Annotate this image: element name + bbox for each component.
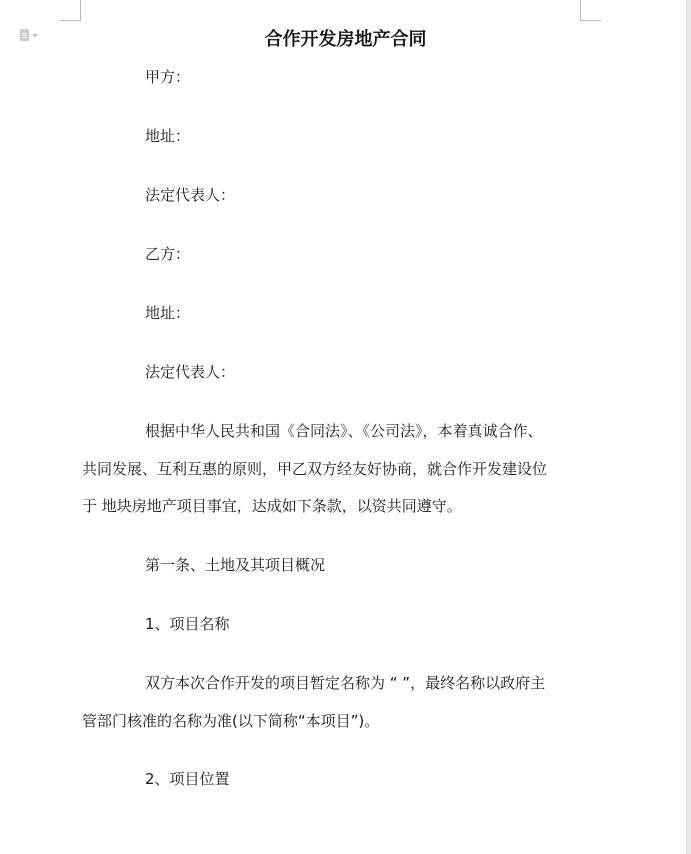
- item-1-text-line: 双方本次合作开发的项目暂定名称为 “ ”，最终名称以政府主: [145, 674, 546, 692]
- party-b-label: 乙方：: [145, 245, 191, 263]
- vertical-scrollbar[interactable]: [686, 0, 691, 854]
- item-1-heading: 1、项目名称: [145, 615, 230, 633]
- item-1-text-line: 管部门核准的名称为准(以下简称“本项目”)。: [82, 712, 380, 730]
- party-b-address: 地址：: [145, 304, 191, 322]
- party-b-legal-rep: 法定代表人：: [145, 363, 236, 381]
- preamble-line: 根据中华人民共和国《合同法》、《公司法》，本着真诚合作、: [145, 422, 543, 440]
- page-title: 合作开发房地产合同: [264, 29, 427, 50]
- party-a-address: 地址：: [145, 127, 191, 145]
- page-margin-corner-top-left: [60, 0, 81, 21]
- preamble-line: 共同发展、互利互惠的原则，甲乙双方经友好协商，就合作开发建设位: [82, 460, 548, 478]
- party-a-label: 甲方：: [145, 68, 191, 86]
- item-2-heading: 2、项目位置: [145, 770, 230, 788]
- preamble-line: 于 地块房地产项目事宜，达成如下条款，以资共同遵守。: [82, 497, 462, 515]
- page-margin-corner-top-right: [580, 0, 601, 21]
- article-1-heading: 第一条、土地及其项目概况: [145, 556, 326, 574]
- party-a-legal-rep: 法定代表人：: [145, 186, 236, 204]
